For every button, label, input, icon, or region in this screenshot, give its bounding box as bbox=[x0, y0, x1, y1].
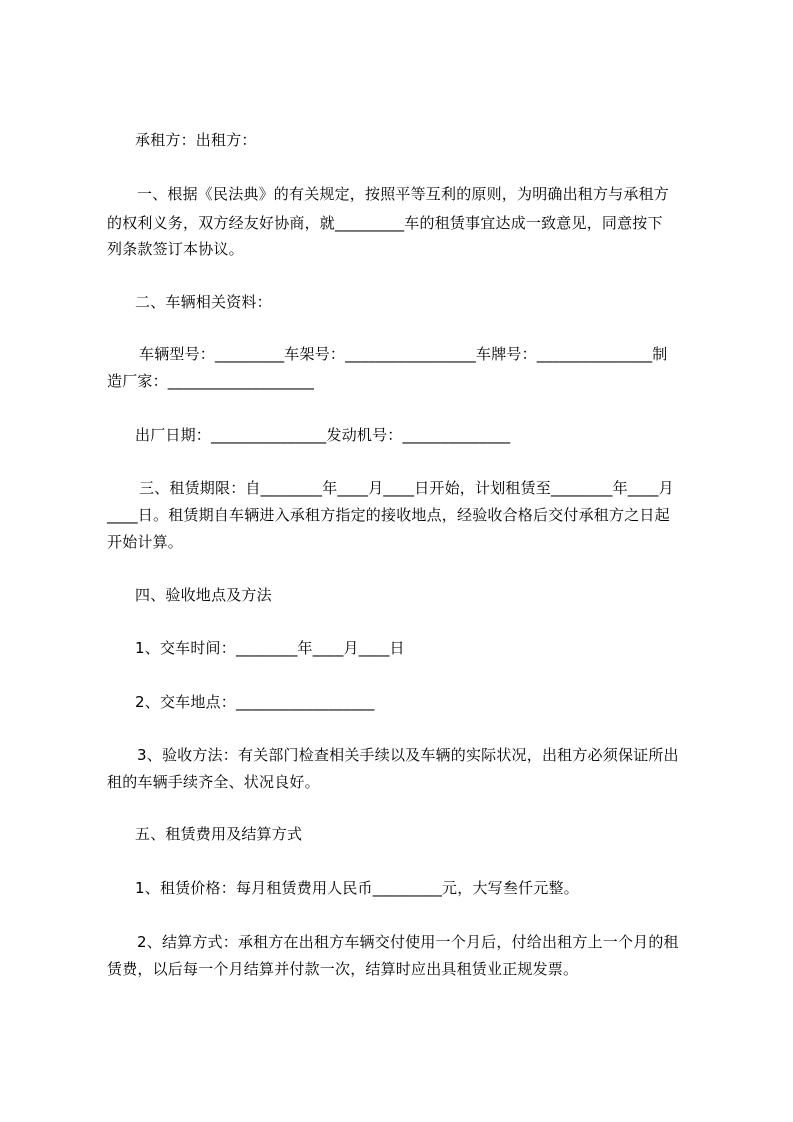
clause4-item2: 2、交车地点：__________________ bbox=[135, 693, 375, 711]
clause5-item2-line1: 2、结算方式：承租方在出租方车辆交付使用一个月后，付给出租方上一个月的租 bbox=[137, 933, 679, 951]
clause1-line1: 一、根据《民法典》的有关规定，按照平等互利的原则，为明确出租方与承租方 bbox=[137, 185, 670, 203]
clause2-line2: 造厂家：___________________ bbox=[107, 372, 315, 390]
clause2-line3: 出厂日期：_______________发动机号：______________ bbox=[135, 426, 511, 444]
clause2-line1: 车辆型号：_________车架号：_________________车牌号：_______________制 bbox=[139, 345, 668, 363]
clause3-line2: ____日。租赁期自车辆进入承租方指定的接收地点，经验收合格后交付承租方之日起 bbox=[107, 506, 670, 524]
clause3-line1: 三、租赁期限：自________年____月____日开始，计划租赁至________年____月 bbox=[139, 479, 674, 497]
clause1-line3: 列条款签订本协议。 bbox=[107, 240, 244, 258]
clause3-line3: 开始计算。 bbox=[107, 533, 184, 551]
clause4-item3-line2: 租的车辆手续齐全、状况良好。 bbox=[107, 773, 320, 791]
clause5-item2-line2: 赁费，以后每一个月结算并付款一次，结算时应出具租赁业正规发票。 bbox=[107, 960, 579, 978]
clause4-item1: 1、交车时间：________年____月____日 bbox=[135, 639, 405, 657]
clause4-heading: 四、验收地点及方法 bbox=[135, 586, 272, 604]
clause2-heading: 二、车辆相关资料： bbox=[135, 293, 272, 311]
clause4-item3-line1: 3、验收方法：有关部门检查相关手续以及车辆的实际状况，出租方必须保证所出 bbox=[137, 746, 679, 764]
parties-line: 承租方：出租方： bbox=[135, 131, 257, 149]
clause1-line2: 的权利义务，双方经友好协商，就_________车的租赁事宜达成一致意见，同意按下 bbox=[107, 214, 663, 232]
clause5-heading: 五、租赁费用及结算方式 bbox=[135, 825, 303, 843]
clause5-item1: 1、租赁价格：每月租赁费用人民币_________元，大写叁仟元整。 bbox=[135, 879, 579, 897]
